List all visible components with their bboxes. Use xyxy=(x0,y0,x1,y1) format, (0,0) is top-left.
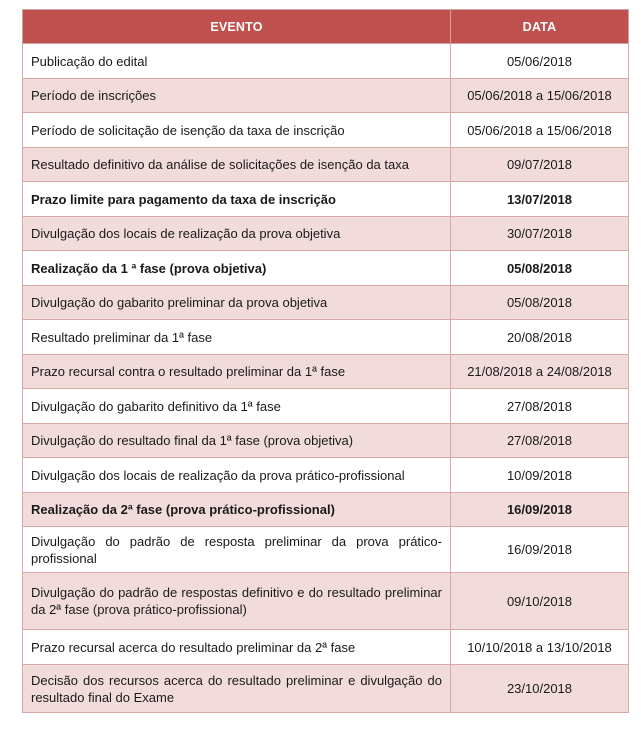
date-cell: 05/06/2018 xyxy=(451,44,629,79)
event-cell: Realização da 2ª fase (prova prático-profissional) xyxy=(23,493,451,527)
table-row xyxy=(23,286,629,320)
date-cell: 16/09/2018 xyxy=(451,493,629,527)
event-cell: Publicação do edital xyxy=(23,44,451,79)
table-row xyxy=(23,665,629,713)
date-cell: 05/08/2018 xyxy=(451,286,629,320)
event-cell: Prazo recursal contra o resultado preliminar da 1ª fase xyxy=(23,355,451,389)
event-cell: Divulgação dos locais de realização da prova prático-profissional xyxy=(23,458,451,493)
date-cell: 20/08/2018 xyxy=(451,320,629,355)
event-cell: Divulgação do gabarito preliminar da prova objetiva xyxy=(23,286,451,320)
date-cell: 27/08/2018 xyxy=(451,389,629,424)
column-header-data: DATA xyxy=(451,10,629,44)
event-cell: Realização da 1 ª fase (prova objetiva) xyxy=(23,251,451,286)
date-cell: 13/07/2018 xyxy=(451,182,629,217)
schedule-table-container xyxy=(22,9,628,713)
table-header-row xyxy=(23,10,629,44)
date-cell: 16/09/2018 xyxy=(451,527,629,573)
column-header-evento: EVENTO xyxy=(23,10,451,44)
event-cell: Decisão dos recursos acerca do resultado preliminar e divulgação do resultado final do Exame xyxy=(23,665,451,713)
table-row xyxy=(23,389,629,424)
event-cell: Prazo recursal acerca do resultado preliminar da 2ª fase xyxy=(23,630,451,665)
date-cell: 09/07/2018 xyxy=(451,148,629,182)
table-row xyxy=(23,251,629,286)
table-row xyxy=(23,458,629,493)
table-row xyxy=(23,527,629,573)
table-row xyxy=(23,320,629,355)
event-cell: Resultado definitivo da análise de solicitações de isenção da taxa xyxy=(23,148,451,182)
table-row xyxy=(23,355,629,389)
table-row xyxy=(23,493,629,527)
event-cell: Divulgação do padrão de respostas definitivo e do resultado preliminar da 2ª fase (prova prático-profissional) xyxy=(23,573,451,630)
date-cell: 05/08/2018 xyxy=(451,251,629,286)
date-cell: 30/07/2018 xyxy=(451,217,629,251)
table-row xyxy=(23,573,629,630)
table-row xyxy=(23,44,629,79)
date-cell: 10/09/2018 xyxy=(451,458,629,493)
date-cell: 10/10/2018 a 13/10/2018 xyxy=(451,630,629,665)
event-cell: Período de inscrições xyxy=(23,79,451,113)
date-cell: 05/06/2018 a 15/06/2018 xyxy=(451,113,629,148)
table-row xyxy=(23,79,629,113)
table-row xyxy=(23,630,629,665)
date-cell: 05/06/2018 a 15/06/2018 xyxy=(451,79,629,113)
table-row xyxy=(23,113,629,148)
date-cell: 27/08/2018 xyxy=(451,424,629,458)
table-row xyxy=(23,148,629,182)
event-cell: Período de solicitação de isenção da taxa de inscrição xyxy=(23,113,451,148)
date-cell: 09/10/2018 xyxy=(451,573,629,630)
event-cell: Divulgação do gabarito definitivo da 1ª fase xyxy=(23,389,451,424)
table-row xyxy=(23,424,629,458)
schedule-table xyxy=(22,9,629,713)
event-cell: Divulgação do resultado final da 1ª fase (prova objetiva) xyxy=(23,424,451,458)
event-cell: Resultado preliminar da 1ª fase xyxy=(23,320,451,355)
date-cell: 21/08/2018 a 24/08/2018 xyxy=(451,355,629,389)
table-row xyxy=(23,182,629,217)
event-cell: Divulgação do padrão de resposta preliminar da prova prático-profissional xyxy=(23,527,451,573)
table-row xyxy=(23,217,629,251)
event-cell: Divulgação dos locais de realização da prova objetiva xyxy=(23,217,451,251)
event-cell: Prazo limite para pagamento da taxa de inscrição xyxy=(23,182,451,217)
date-cell: 23/10/2018 xyxy=(451,665,629,713)
